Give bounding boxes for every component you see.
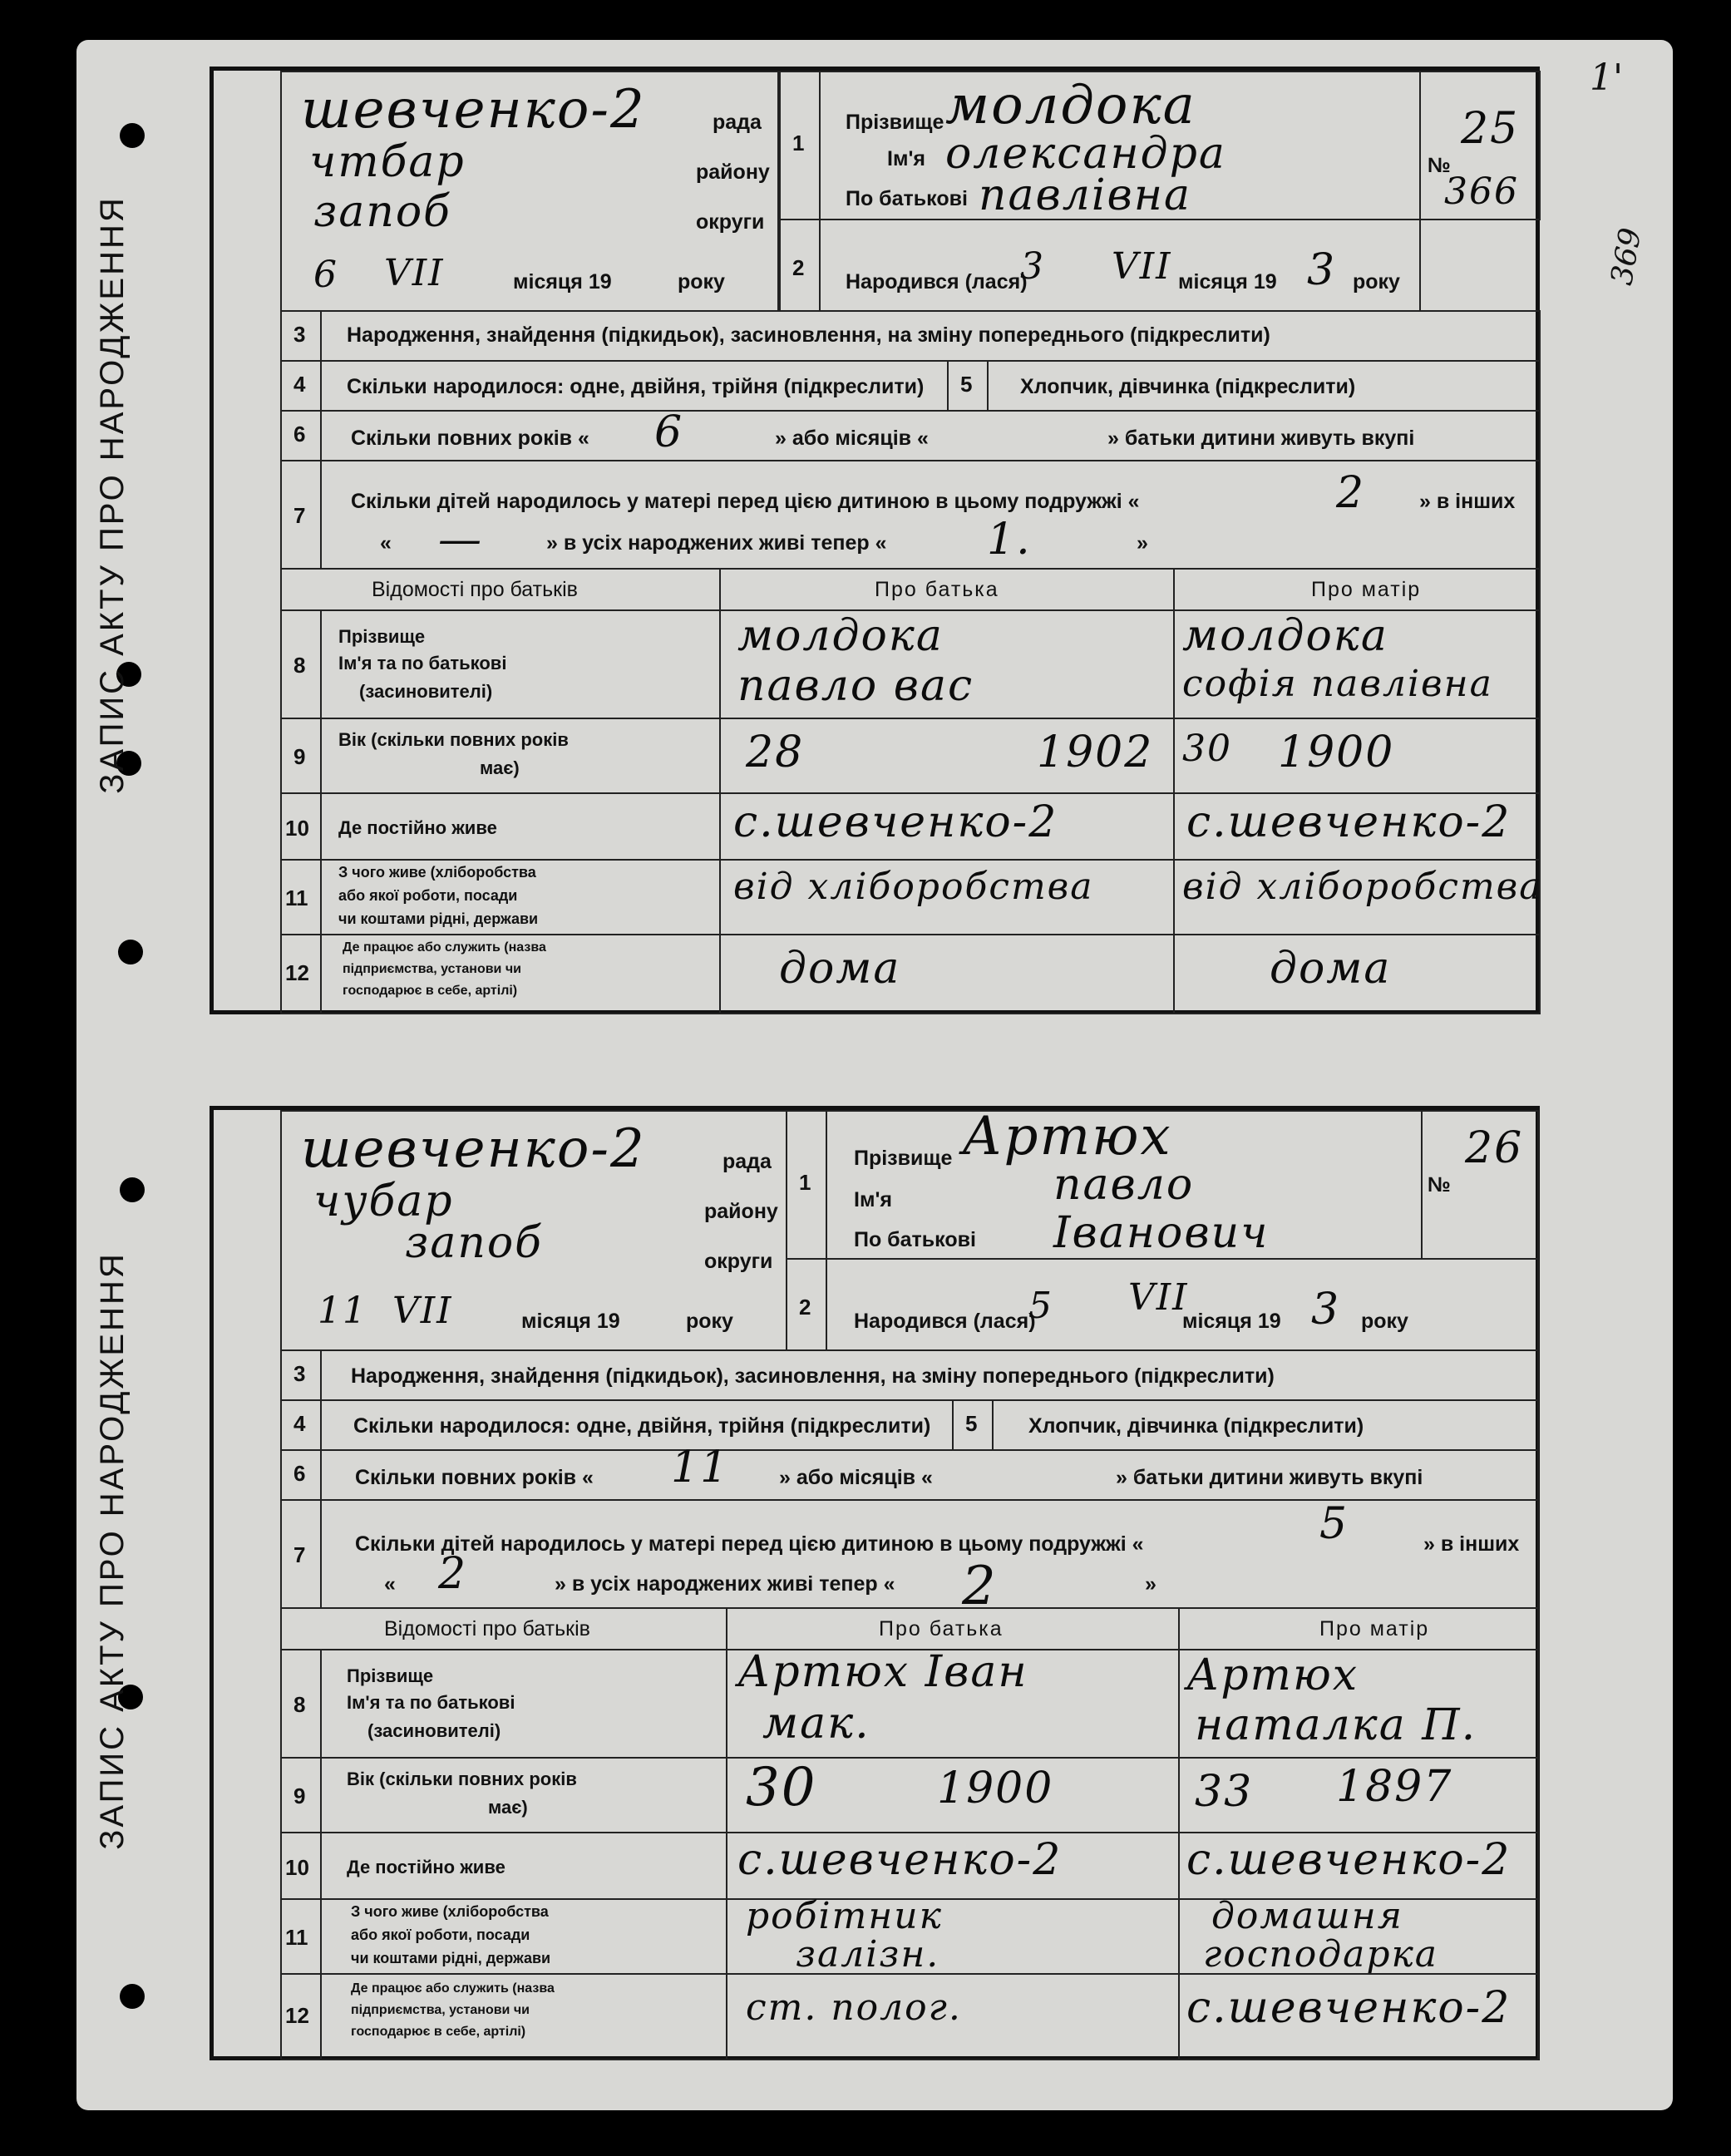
form-vertical-title: ЗАПИС АКТУ ПРО НАРОДЖЕННЯ bbox=[94, 195, 131, 794]
hw-birth-year: 3 bbox=[1311, 1285, 1341, 1335]
hw-rada: шевченко-2 bbox=[301, 1118, 646, 1180]
hw-okruga: запоб bbox=[405, 1218, 543, 1268]
hw-father-lives: с.шевченко-2 bbox=[733, 797, 1058, 847]
hw-mother-surname: молдока bbox=[1182, 611, 1388, 661]
hw-patronymic: Іванович bbox=[1053, 1208, 1270, 1258]
document-page bbox=[76, 40, 1673, 2110]
hw-birth-month: VII bbox=[1128, 1276, 1189, 1319]
hw-mother-lives: с.шевченко-2 bbox=[1186, 797, 1512, 847]
hdr-mother: Про матір bbox=[1311, 578, 1422, 601]
hw-father-lives: с.шевченко-2 bbox=[737, 1835, 1063, 1885]
hw-other-children: — bbox=[438, 515, 483, 565]
hw-birth-year: 3 bbox=[1307, 245, 1337, 295]
row4-text: Скільки народилося: одне, двійня, трійня (підкреслити) bbox=[347, 375, 925, 398]
label-reg-year: року bbox=[678, 270, 725, 294]
hw-mother-name: софія павлівна bbox=[1182, 663, 1493, 705]
hw-mother-age: 30 bbox=[1182, 728, 1232, 770]
hw-mother-surname: Артюх bbox=[1186, 1650, 1359, 1700]
label-rayonu: району bbox=[696, 160, 770, 184]
hw-okruga: запоб bbox=[313, 187, 451, 237]
row3-text: Народження, знайдення (підкидьок), засиновлення, на зміну попереднього (підкреслити) bbox=[347, 323, 1270, 347]
hw-name: олександра bbox=[945, 129, 1226, 179]
hw-birth-day: 3 bbox=[1020, 245, 1045, 288]
hw-mother-work-2: господарка bbox=[1203, 1933, 1438, 1976]
hw-years-together: 6 bbox=[654, 407, 684, 457]
label-rada: рада bbox=[713, 111, 762, 134]
form-vertical-title: ЗАПИС АКТУ ПРО НАРОДЖЕННЯ bbox=[94, 1251, 131, 1850]
hw-alive: 2 bbox=[962, 1556, 998, 1617]
hw-surname: молдока bbox=[945, 75, 1196, 136]
hw-father-work: робітник bbox=[746, 1895, 943, 1937]
hw-reg-day: 6 bbox=[313, 254, 338, 296]
hw-father-where: ст. полог. bbox=[746, 1986, 962, 2029]
hw-father-born: 1900 bbox=[937, 1764, 1054, 1813]
hw-mother-where: с.шевченко-2 bbox=[1186, 1983, 1512, 2033]
hw-prev-children: 5 bbox=[1319, 1499, 1349, 1549]
label-reg-month: місяця 19 bbox=[513, 270, 612, 294]
page-mark-side: 369 bbox=[1605, 225, 1649, 288]
hw-mother-name: наталка П. bbox=[1195, 1700, 1477, 1750]
hw-father-born: 1902 bbox=[1037, 728, 1154, 777]
hw-rayon: чтбар bbox=[309, 137, 466, 187]
hw-father-where: дома bbox=[779, 944, 901, 994]
hw-mother-work: домашня bbox=[1211, 1895, 1403, 1937]
birth-record-form: ЗАПИС АКТУ ПРО НАРОДЖЕННЯ рада району округи місяця 19 року шевченко-2 чубар запоб 11 VII 1 2 Прізвище Ім'я По батькові Артюх павло Іванович Народився (лася) місяця 19 року 5 VII 3 № 26 3 Народження, знайдення (підкидьок), засиновлення, на зміну попереднього (підкреслити) 4 Скільки народилося: одне, двійня, трійня (підкреслити) 5 Хлопчик, дівчинка (підкреслити) 6 Скільки повних років « » або місяців « » батьки дитини живуть вкупі 11 7 Скільки дітей народилось у матері перед цією дитиною в цьому подружжі « » в інших « » в усіх народжених живі тепер « » 5 2 2 Відомості про батьків Про батька Про матір 8 Прізвище Ім'я та по батькові (засиновителі) Артюх Іван мак. Артюх наталка П. 9 Вік (скільки повних років має) 30 1900 33 1897 10 Де постійно живе с.шевченко-2 с.шевченко-2 11 З чого живе (хліборобства або якої роботи, посади чи коштами рідні, держави робітник залізн. домашня господарка 12 Де працює або служить (назва підприємства, установи чи господарює в себе, артілі) ст. полог. с.шевченко-2 bbox=[210, 1106, 1540, 2060]
hw-reg-month: VII bbox=[384, 252, 445, 294]
hw-patronymic: павлівна bbox=[979, 170, 1192, 220]
hw-birth-day: 5 bbox=[1028, 1285, 1053, 1327]
hw-mother-where: дома bbox=[1270, 944, 1392, 994]
hw-rayon: чубар bbox=[313, 1177, 454, 1226]
birth-record-form: ЗАПИС АКТУ ПРО НАРОДЖЕННЯ рада району округи місяця 19 року шевченко-2 чтбар запоб 6 VII 1 2 Прізвище Ім'я По батькові молдока олександра павлівна Народився (лася) місяця 19 року 3 VII 3 № 25 366 3 Народження, знайдення (підкидьок), засиновлення, на зміну попереднього (підкреслити) 4 Скільки народилося: одне, двійня, трійня (підкреслити) 5 Хлопчик, дівчинка (підкреслити) 6 Скільки повних років « » або місяців « » батьки дитини живуть вкупі 6 7 Скільки дітей народилось у матері перед цією дитиною в цьому подружжі « » в інших « » в усіх народжених живі тепер « » 2 — 1. Відомості про батьків Про батька Про матір 8 Прізвище Ім'я та по батькові (засиновителі) молдока павло вас молдока софія павлівна 9 Вік (скільки повних років має) 28 1902 30 1900 10 Де постійно живе с.шевченко-2 с.шевченко-2 11 З чого живе (хліборобства або якої роботи, посади чи коштами рідні, держави від хліборобства від хліборобства 12 Де працює або служить (назва підприємства, установи чи господарює в себе, артілі) дома дома bbox=[210, 67, 1540, 1014]
hw-other-children: 2 bbox=[438, 1549, 468, 1599]
hw-rada: шевченко-2 bbox=[301, 79, 646, 141]
hw-name: павло bbox=[1053, 1160, 1195, 1210]
hw-record-number: 26 bbox=[1465, 1123, 1524, 1173]
hw-father-name: павло вас bbox=[737, 661, 974, 711]
hw-father-work-2: залізн. bbox=[796, 1933, 940, 1976]
row5-text: Хлопчик, дівчинка (підкреслити) bbox=[1020, 375, 1356, 398]
hw-mother-lives: с.шевченко-2 bbox=[1186, 1835, 1512, 1885]
hw-father-surname: молдока bbox=[737, 611, 944, 661]
hdr-father: Про батька bbox=[875, 578, 999, 601]
hw-father-surname: Артюх Іван bbox=[737, 1647, 1028, 1697]
hw-father-work: від хліборобства bbox=[733, 866, 1094, 908]
hw-prev-children: 2 bbox=[1336, 468, 1366, 518]
hw-record-number: 25 bbox=[1461, 104, 1520, 154]
hw-alive: 1. bbox=[987, 515, 1032, 565]
hw-mother-work: від хліборобства bbox=[1182, 866, 1543, 908]
hw-record-extra: 366 bbox=[1444, 170, 1519, 213]
hw-reg-month: VII bbox=[392, 1290, 453, 1332]
hw-father-name: мак. bbox=[762, 1699, 870, 1749]
hw-father-age: 28 bbox=[746, 728, 805, 777]
hw-father-age: 30 bbox=[746, 1757, 817, 1818]
hw-surname: Артюх bbox=[962, 1106, 1172, 1167]
hw-years-together: 11 bbox=[671, 1443, 730, 1492]
hdr-parents-info: Відомості про батьків bbox=[372, 578, 578, 601]
hw-mother-age: 33 bbox=[1195, 1767, 1254, 1817]
label-okrugy: округи bbox=[696, 210, 765, 234]
hw-mother-born: 1897 bbox=[1336, 1762, 1453, 1812]
page-mark-top: 1' bbox=[1590, 57, 1624, 99]
hw-birth-month: VII bbox=[1112, 245, 1172, 288]
hw-mother-born: 1900 bbox=[1278, 728, 1395, 777]
hw-reg-day: 11 bbox=[318, 1290, 367, 1332]
